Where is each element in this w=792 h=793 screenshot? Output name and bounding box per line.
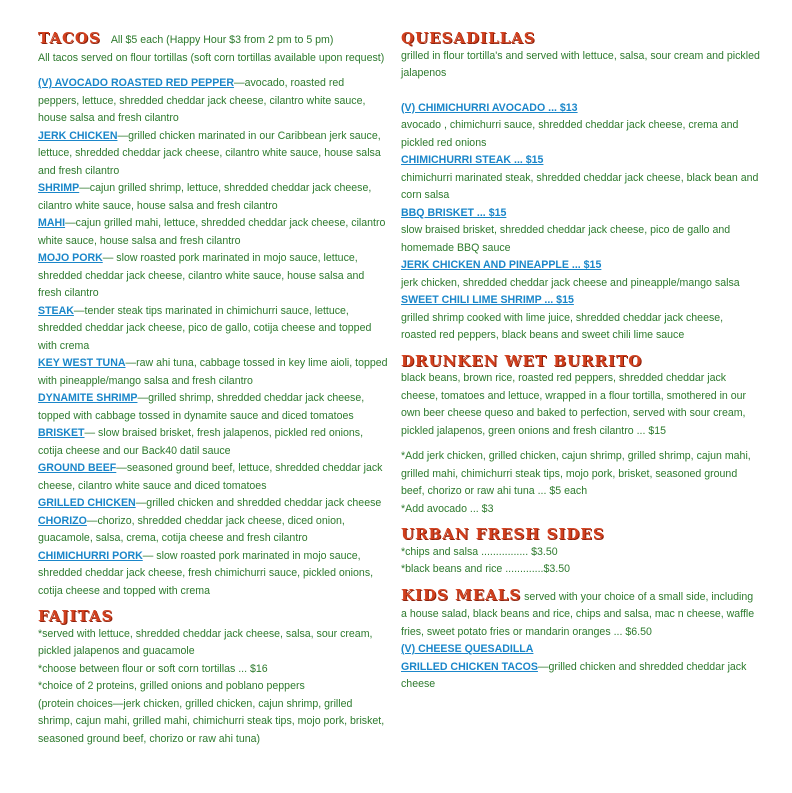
menu-item: [38, 513, 388, 548]
burrito-header: [401, 353, 761, 371]
tacos-intro: All tacos served on flour tortillas (soft corn tortillas available upon request): [38, 51, 385, 64]
menu-item: [38, 215, 388, 250]
menu-item-description: jerk chicken, shredded cheddar jack cheese and pineapple/mango salsa: [401, 276, 740, 289]
fajitas-line: *served with lettuce, shredded cheddar jack cheese, salsa, sour cream, pickled jalapenos and guacamole: [38, 627, 373, 657]
menu-item-description: slow roasted pork marinated in mojo sauce, lettuce, shredded cheddar jack cheese, cilantro white sauce, house salsa and fresh cilantro: [38, 252, 365, 299]
menu-item-name[interactable]: JERK CHICKEN AND PINEAPPLE ... $15: [401, 259, 602, 271]
item-separator: —: [116, 462, 127, 474]
menu-item-name[interactable]: CHORIZO: [38, 514, 87, 527]
sides-header: [401, 526, 761, 544]
menu-item-name[interactable]: MAHI: [38, 217, 66, 229]
menu-item-name[interactable]: JERK CHICKEN: [38, 129, 118, 142]
menu-item-description: grilled shrimp cooked with lime juice, shredded cheddar jack cheese, roasted red peppers, black beans and sweet chili lime sauce: [401, 311, 724, 341]
menu-item: [38, 250, 388, 303]
menu-item-name[interactable]: CHIMICHURRI STEAK ... $15: [401, 154, 544, 166]
tacos-header: [38, 30, 388, 50]
quesadillas-header: [401, 30, 761, 48]
menu-item: [38, 495, 388, 513]
menu-item: [401, 659, 761, 694]
menu-item-name[interactable]: CHIMICHURRI PORK: [38, 549, 143, 562]
left-column: [38, 30, 388, 748]
item-separator: —: [117, 129, 129, 142]
menu-item-description: raw ahi tuna, cabbage tossed in key lime aioli, topped with pineapple/mango salsa and fresh cilantro: [38, 357, 388, 387]
tacos-title: TACOS: [38, 29, 101, 47]
side-item: *black beans and rice .............$3.50: [401, 563, 571, 575]
menu-item-name[interactable]: DYNAMITE SHRIMP: [38, 392, 138, 404]
menu-item-name[interactable]: GRILLED CHICKEN TACOS: [401, 660, 538, 673]
burrito-description: black beans, brown rice, roasted red peppers, shredded cheddar jack cheese, tomatoes and lettuce, wrapped in a flour tortilla, smothered in our own beer cheese queso and baked to perfection, served with sour cream, pickled jalapenos, green onions and fresh cilantro ... $15: [401, 372, 747, 437]
fajitas-line: *choice of 2 proteins, grilled onions and poblano peppers: [38, 680, 305, 692]
menu-item: [38, 548, 388, 601]
item-separator: —: [125, 357, 137, 369]
right-column: [401, 30, 761, 694]
menu-item: [401, 292, 761, 345]
fajitas-line: *choose between flour or soft corn tortillas ... $16: [38, 662, 268, 675]
menu-item-name[interactable]: STEAK: [38, 304, 74, 317]
menu-item: [38, 425, 388, 460]
menu-item: [38, 180, 388, 215]
item-separator: —: [102, 252, 114, 264]
quesadillas-list: [401, 100, 761, 345]
side-item: *chips and salsa ................ $3.50: [401, 545, 558, 558]
kids-title: KIDS MEALS: [401, 585, 522, 604]
item-separator: —: [84, 427, 96, 439]
menu-item: [401, 205, 761, 258]
item-separator: —: [73, 304, 85, 317]
sides-title: URBAN FRESH SIDES: [401, 525, 605, 543]
item-separator: —: [137, 392, 149, 404]
menu-item-name[interactable]: SWEET CHILI LIME SHRIMP ... $15: [401, 294, 574, 306]
menu-item-description: grilled chicken and shredded cheddar jack cheese: [401, 660, 747, 690]
menu-item-description: chorizo, shredded cheddar jack cheese, diced onion, guacamole, salsa, crema, cotija cheese and fresh cilantro: [38, 514, 345, 544]
menu-item-description: cajun grilled shrimp, lettuce, shredded cheddar jack cheese, cilantro white sauce, house salsa and fresh cilantro: [38, 182, 372, 212]
menu-item-description: seasoned ground beef, lettuce, shredded cheddar jack cheese, cilantro white sauce and diced tomatoes: [38, 462, 383, 492]
fajitas-header: [38, 608, 388, 626]
menu-item-description: grilled chicken marinated in our Caribbean jerk sauce, lettuce, shredded cheddar jack cheese, cilantro white sauce, house salsa and fresh cilantro: [38, 129, 381, 177]
menu-item: [401, 100, 761, 153]
menu-item: [38, 390, 388, 425]
menu-item-name[interactable]: (V) CHIMICHURRI AVOCADO ... $13: [401, 101, 578, 114]
menu-item-name[interactable]: KEY WEST TUNA: [38, 357, 126, 369]
fajitas-title: FAJITAS: [38, 607, 114, 625]
menu-item-description: avocado , chimichurri sauce, shredded cheddar jack cheese, crema and pickled red onions: [401, 119, 739, 149]
menu-item-name[interactable]: (V) CHEESE QUESADILLA: [401, 643, 534, 655]
menu-item: [401, 257, 761, 292]
item-separator: —: [537, 660, 549, 673]
burrito-avocado: *Add avocado ... $3: [401, 502, 494, 515]
menu-item-name[interactable]: GRILLED CHICKEN: [38, 497, 136, 509]
menu-item: [38, 303, 388, 356]
kids-list: [401, 641, 761, 694]
kids-note: served with your choice of a small side, including a house salad, black beans and rice, chips and salsa, mac n cheese, waffle fries, sweet potato fries or mandarin oranges ... $6.50: [401, 590, 755, 638]
item-separator: —: [79, 182, 90, 194]
menu-item-description: avocado, roasted red peppers, lettuce, shredded cheddar jack cheese, cilantro white sauce, house salsa and fresh cilantro: [38, 77, 366, 124]
menu-item: [401, 641, 761, 659]
menu-item-description: slow braised brisket, shredded cheddar jack cheese, pico de gallo and homemade BBQ sauce: [401, 224, 731, 254]
kids-header: [401, 587, 761, 642]
menu-item-name[interactable]: (V) AVOCADO ROASTED RED PEPPER: [38, 77, 235, 89]
quesadillas-title: QUESADILLAS: [401, 29, 536, 47]
item-separator: —: [135, 497, 147, 509]
menu-item-description: cajun grilled mahi, lettuce, shredded cheddar jack cheese, cilantro white sauce, house salsa and fresh cilantro: [38, 217, 386, 247]
menu-item-description: chimichurri marinated steak, shredded cheddar jack cheese, black bean and corn salsa: [401, 171, 759, 201]
burrito-title: DRUNKEN WET BURRITO: [401, 351, 643, 370]
item-separator: —: [234, 77, 245, 89]
item-separator: —: [86, 514, 98, 527]
burrito-addons: *Add jerk chicken, grilled chicken, cajun shrimp, grilled shrimp, cajun mahi, grilled mahi, chimichurri steak tips, mojo pork, brisket, seasoned ground beef, chorizo or raw ahi tuna ... $5 each: [401, 450, 751, 497]
menu-item-description: grilled chicken and shredded cheddar jack cheese: [146, 497, 382, 509]
menu-item: [401, 152, 761, 205]
menu-item-name[interactable]: GROUND BEEF: [38, 462, 117, 474]
menu-item-name[interactable]: BBQ BRISKET ... $15: [401, 206, 507, 219]
tacos-price-note: All $5 each (Happy Hour $3 from 2 pm to 5 pm): [110, 34, 334, 46]
menu-item: [38, 355, 388, 390]
menu-item-name[interactable]: BRISKET: [38, 427, 85, 439]
menu-item: [38, 75, 388, 128]
menu-item-name[interactable]: SHRIMP: [38, 182, 80, 194]
menu-item: [38, 460, 388, 495]
menu-item-description: tender steak tips marinated in chimichurri sauce, lettuce, shredded cheddar jack cheese, pico de gallo, cotija cheese and topped with crema: [38, 304, 372, 352]
menu-item-name[interactable]: MOJO PORK: [38, 252, 103, 264]
item-separator: —: [65, 217, 76, 229]
menu-item-description: slow roasted pork marinated in mojo sauce, shredded cheddar jack cheese, fresh chimichurri sauce, pickled onions, cotija cheese and topped with crema: [38, 549, 374, 597]
item-separator: —: [142, 549, 154, 562]
menu-item-description: slow braised brisket, fresh jalapenos, pickled red onions, cotija cheese and our Back40 datil sauce: [38, 427, 364, 457]
menu-item-description: grilled shrimp, shredded cheddar jack cheese, topped with cabbage tossed in dynamite sauce and diced tomatoes: [38, 392, 365, 422]
menu-item: [38, 128, 388, 181]
tacos-list: [38, 75, 388, 600]
quesadillas-intro: grilled in flour tortilla's and served with lettuce, salsa, sour cream and pickled jalapenos: [401, 49, 760, 79]
fajitas-line: (protein choices—jerk chicken, grilled chicken, cajun shrimp, grilled shrimp, cajun mahi, grilled mahi, chimichurri steak tips, mojo pork, brisket, seasoned ground beef, chorizo or raw ahi tuna): [38, 697, 385, 745]
